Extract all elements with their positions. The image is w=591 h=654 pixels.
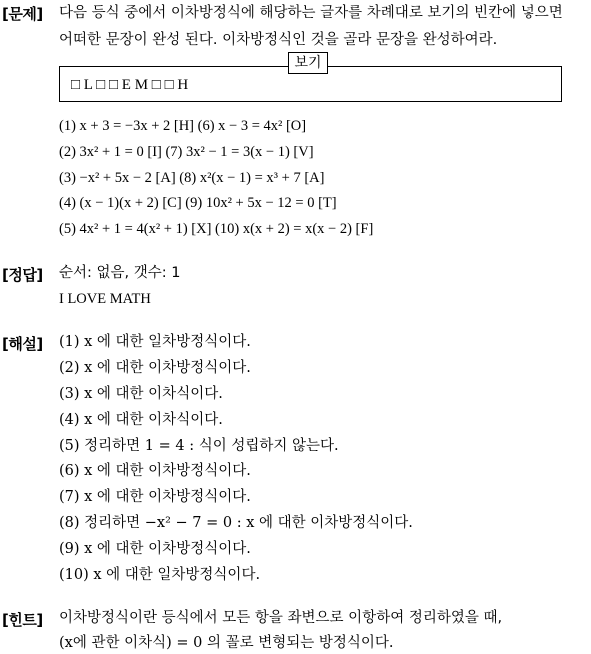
explanation-line-1: (1) x 에 대한 일차방정식이다. [59, 334, 251, 350]
explanation-line-6: (6) x 에 대한 이차방정식이다. [59, 463, 251, 479]
problem-item-row-4: (4) (x − 1)(x + 2) [C] (9) 10x² + 5x − 12 = 0 [T] [59, 195, 337, 211]
problem-text-line-1: 다음 등식 중에서 이차방정식에 해당하는 글자를 차례대로 보기의 빈칸에 넣으면 [59, 5, 563, 21]
explanation-line-3: (3) x 에 대한 이차식이다. [59, 386, 223, 402]
explanation-line-2: (2) x 에 대한 이차방정식이다. [59, 360, 251, 376]
hint-label: [힌트] [2, 611, 43, 629]
problem-item-row-3: (3) −x² + 5x − 2 [A] (8) x²(x − 1) = x³ + 7 [A] [59, 170, 325, 186]
explanation-line-10: (10) x 에 대한 일차방정식이다. [59, 567, 261, 583]
example-box-content: □ L □ □ E M □ □ H [71, 77, 189, 93]
answer-order-count: 순서: 없음, 갯수: 1 [59, 265, 181, 281]
hint-line-1: 이차방정식이란 등식에서 모든 항을 좌변으로 이항하여 정리하였을 때, [59, 610, 503, 626]
answer-label: [정답] [2, 266, 43, 284]
problem-label: [문제] [2, 5, 43, 23]
answer-sentence: I LOVE MATH [59, 291, 151, 307]
explanation-line-8: (8) 정리하면 −x² − 7 = 0 : x 에 대한 이차방정식이다. [59, 515, 413, 531]
explanation-line-7: (7) x 에 대한 이차방정식이다. [59, 489, 251, 505]
problem-text-line-2: 어떠한 문장이 완성 된다. 이차방정식인 것을 골라 문장을 완성하여라. [59, 32, 498, 48]
problem-item-row-1: (1) x + 3 = −3x + 2 [H] (6) x − 3 = 4x² [O] [59, 118, 307, 134]
explanation-line-4: (4) x 에 대한 이차식이다. [59, 412, 223, 428]
explanation-line-5: (5) 정리하면 1 = 4 : 식이 성립하지 않는다. [59, 438, 339, 454]
problem-item-row-2: (2) 3x² + 1 = 0 [I] (7) 3x² − 1 = 3(x − 1) [V] [59, 144, 314, 160]
problem-item-row-5: (5) 4x² + 1 = 4(x² + 1) [X] (10) x(x + 2) = x(x − 2) [F] [59, 221, 374, 237]
explanation-line-9: (9) x 에 대한 이차방정식이다. [59, 541, 251, 557]
example-box-title: 보기 [288, 52, 328, 74]
hint-line-2: (x에 관한 이차식) = 0 의 꼴로 변형되는 방정식이다. [59, 635, 394, 651]
explanation-label: [해설] [2, 335, 43, 353]
